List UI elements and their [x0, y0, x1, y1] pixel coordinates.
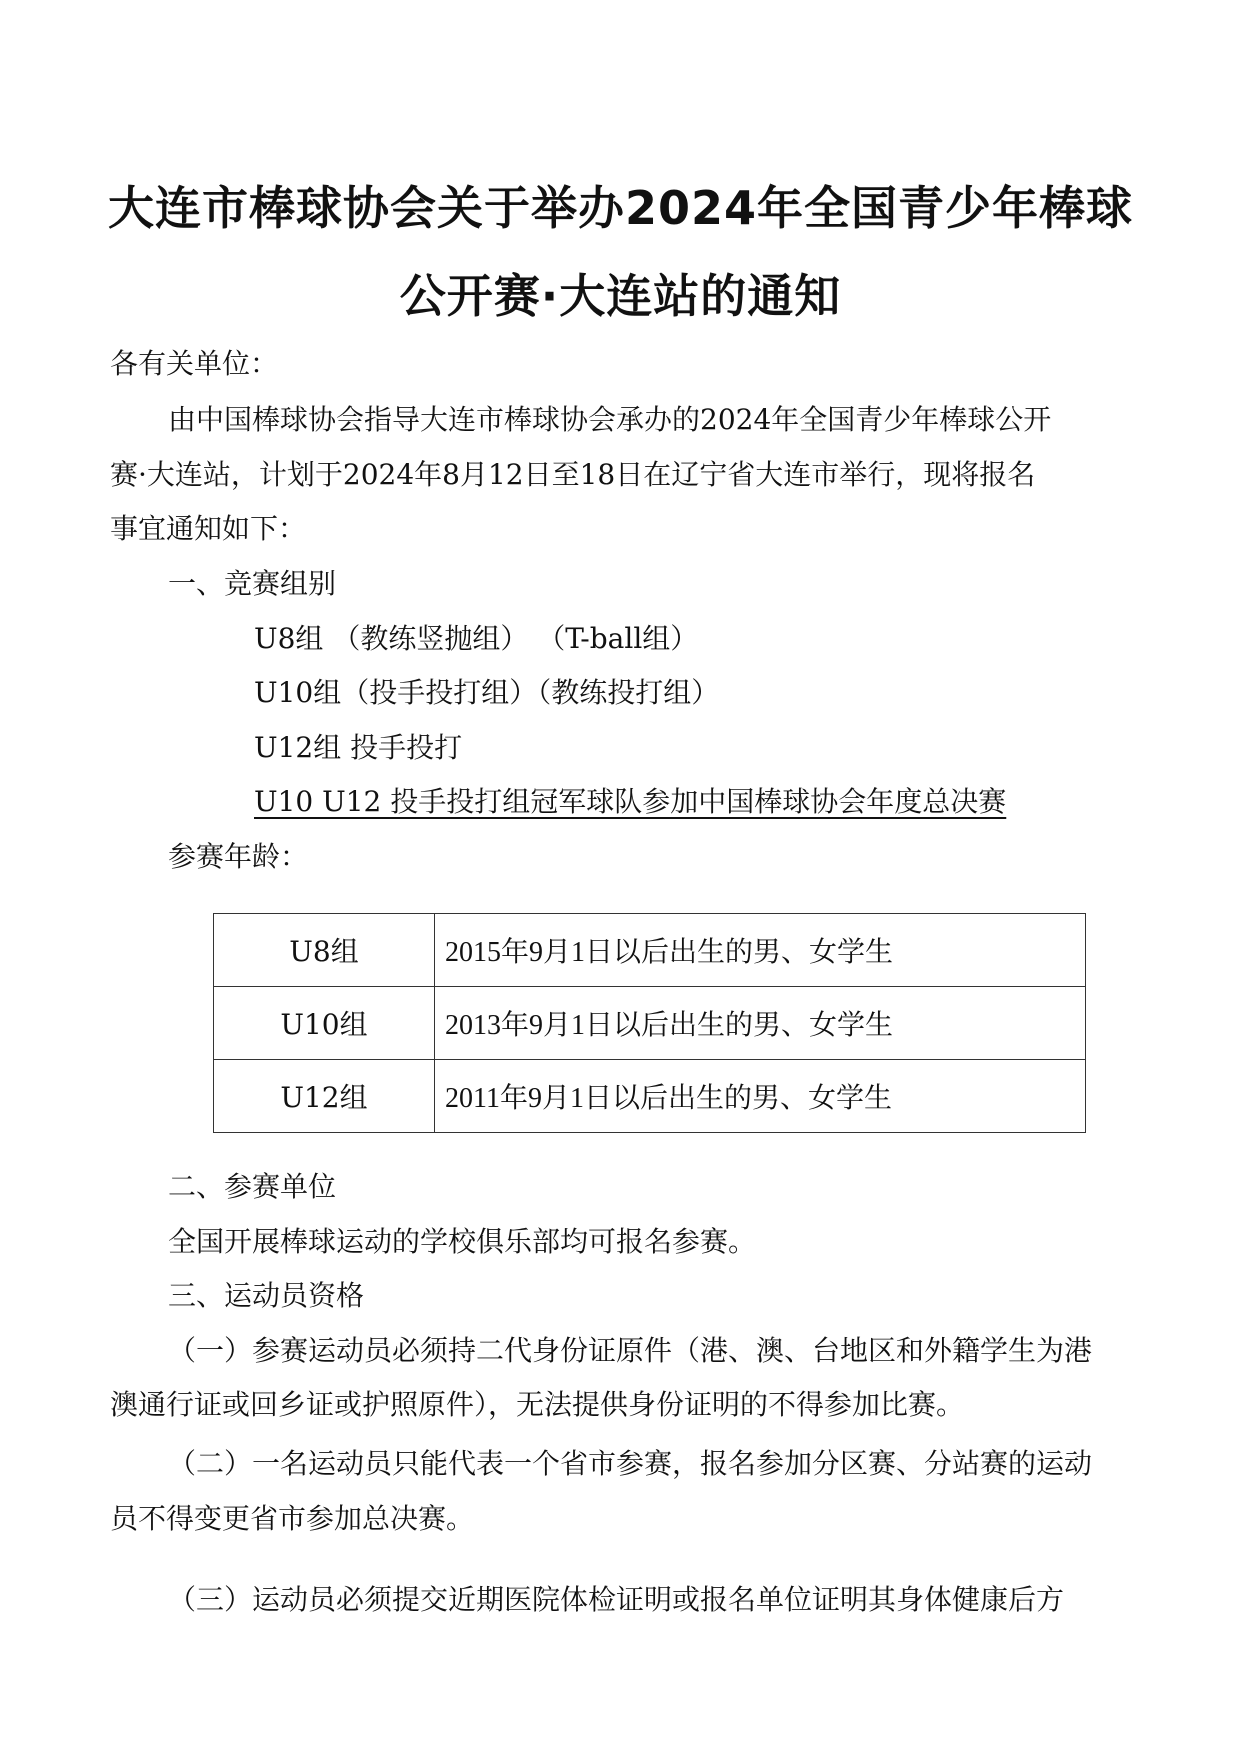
section2-text: 全国开展棒球运动的学校俱乐部均可报名参赛。 [168, 1225, 757, 1258]
group-item: U8组 （教练竖抛组） （T-ball组） [254, 622, 699, 655]
intro-line-2: 赛·大连站，计划于2024年8月12日至18日在辽宁省大连市举行，现将报名 [110, 458, 1036, 491]
eligibility-item-2-line-1: （二）一名运动员只能代表一个省市参赛，报名参加分区赛、分站赛的运动 [168, 1447, 1093, 1480]
eligibility-item-2-line-2: 员不得变更省市参加总决赛。 [110, 1502, 475, 1535]
intro-line-3: 事宜通知如下： [110, 512, 307, 545]
table-row [214, 914, 1086, 987]
eligibility-item-3-line-1: （三）运动员必须提交近期医院体检证明或报名单位证明其身体健康后方 [168, 1583, 1065, 1616]
group-item: U12组 投手投打 [254, 731, 463, 764]
section1-heading: 一、竞赛组别 [168, 567, 337, 600]
group-cell: U10组 [214, 987, 435, 1060]
title-line-2: 公开赛·大连站的通知 [399, 269, 842, 323]
requirement-cell: 2013年9月1日以后出生的男、女学生 [435, 987, 1086, 1060]
requirement-cell: 2015年9月1日以后出生的男、女学生 [435, 914, 1086, 987]
group-item: U10组（投手投打组）（教练投打组） [254, 676, 720, 709]
finals-note: U10 U12 投手投打组冠军球队参加中国棒球协会年度总决赛 [254, 785, 1007, 818]
title-line-1: 大连市棒球协会关于举办2024年全国青少年棒球 [107, 181, 1134, 235]
requirement-cell: 2011年9月1日以后出生的男、女学生 [435, 1060, 1086, 1133]
section3-heading: 三、运动员资格 [168, 1279, 365, 1312]
group-cell: U12组 [214, 1060, 435, 1133]
age-table [213, 913, 1086, 1133]
age-label: 参赛年龄： [168, 840, 309, 873]
eligibility-item-1-line-2: 澳通行证或回乡证或护照原件），无法提供身份证明的不得参加比赛。 [110, 1388, 965, 1421]
table-row [214, 987, 1086, 1060]
section2-heading: 二、参赛单位 [168, 1170, 337, 1203]
group-cell: U8组 [214, 914, 435, 987]
intro-line-1: 由中国棒球协会指导大连市棒球协会承办的2024年全国青少年棒球公开 [168, 403, 1052, 436]
eligibility-item-1-line-1: （一）参赛运动员必须持二代身份证原件（港、澳、台地区和外籍学生为港 [168, 1334, 1093, 1367]
table-row [214, 1060, 1086, 1133]
salutation: 各有关单位： [110, 347, 279, 380]
